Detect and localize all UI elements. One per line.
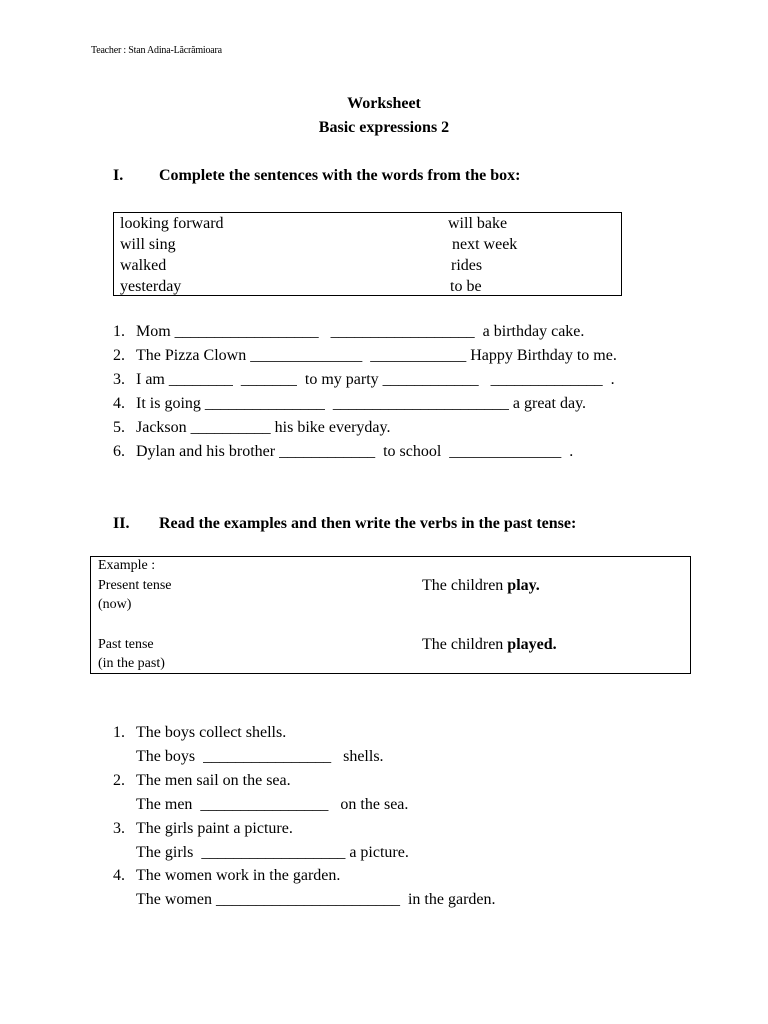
exercise-answer-line: The men ________________ on the sea. bbox=[136, 796, 409, 813]
worksheet-title: Worksheet bbox=[347, 95, 421, 112]
exercise-number: 4. bbox=[113, 867, 125, 884]
worksheet-subtitle: Basic expressions 2 bbox=[318, 119, 450, 136]
word-box-item: rides bbox=[451, 257, 483, 274]
exercise-prompt: The men sail on the sea. bbox=[136, 772, 291, 789]
present-example-prefix: The children bbox=[422, 577, 508, 594]
section2-number: II. bbox=[113, 515, 130, 532]
exercise-number: 5. bbox=[113, 419, 125, 436]
word-box-item: will bake bbox=[448, 215, 508, 232]
word-box-item: walked bbox=[120, 257, 167, 274]
word-box-item: to be bbox=[450, 278, 482, 295]
example-box bbox=[90, 556, 691, 674]
exercise-number: 1. bbox=[113, 724, 125, 741]
exercise-answer-line: The girls __________________ a picture. bbox=[136, 844, 409, 861]
section1-number: I. bbox=[113, 167, 124, 184]
section2-instruction: Read the examples and then write the verbs in the past tense: bbox=[159, 515, 577, 532]
past-example-prefix: The children bbox=[422, 636, 508, 653]
present-tense-note: (now) bbox=[98, 597, 132, 612]
word-box bbox=[113, 212, 622, 296]
word-box-item: will sing bbox=[120, 236, 176, 253]
past-example-verb: played. bbox=[507, 636, 557, 653]
exercise-prompt: The boys collect shells. bbox=[136, 724, 287, 741]
teacher-name: Teacher : Stan Adina-Lăcrămioara bbox=[91, 45, 222, 56]
exercise-sentence: Mom __________________ __________________ a birthday cake. bbox=[136, 323, 585, 340]
exercise-number: 3. bbox=[113, 371, 125, 388]
past-tense-label: Past tense bbox=[98, 637, 154, 652]
exercise-prompt: The girls paint a picture. bbox=[136, 820, 293, 837]
exercise-sentence: Jackson __________ his bike everyday. bbox=[136, 419, 391, 436]
word-box-item: looking forward bbox=[120, 215, 224, 232]
exercise-sentence: Dylan and his brother ____________ to school ______________ . bbox=[136, 443, 574, 460]
word-box-item: next week bbox=[452, 236, 518, 253]
exercise-sentence: It is going _______________ ______________________ a great day. bbox=[136, 395, 587, 412]
past-tense-note: (in the past) bbox=[98, 656, 165, 671]
past-example bbox=[422, 636, 557, 654]
exercise-number: 2. bbox=[113, 347, 125, 364]
exercise-prompt: The women work in the garden. bbox=[136, 867, 341, 884]
exercise-answer-line: The boys ________________ shells. bbox=[136, 748, 384, 765]
exercise-answer-line: The women _______________________ in the garden. bbox=[136, 891, 496, 908]
section1-instruction: Complete the sentences with the words from the box: bbox=[159, 167, 521, 184]
exercise-number: 3. bbox=[113, 820, 125, 837]
exercise-number: 4. bbox=[113, 395, 125, 412]
word-box-item: yesterday bbox=[120, 278, 182, 295]
exercise-sentence: The Pizza Clown ______________ ____________ Happy Birthday to me. bbox=[136, 347, 617, 364]
present-tense-label: Present tense bbox=[98, 578, 172, 593]
exercise-number: 2. bbox=[113, 772, 125, 789]
exercise-number: 1. bbox=[113, 323, 125, 340]
exercise-number: 6. bbox=[113, 443, 125, 460]
exercise-sentence: I am ________ _______ to my party ____________ ______________ . bbox=[136, 371, 615, 388]
present-example bbox=[422, 577, 540, 595]
example-label: Example : bbox=[98, 558, 156, 573]
present-example-verb: play. bbox=[507, 577, 540, 594]
